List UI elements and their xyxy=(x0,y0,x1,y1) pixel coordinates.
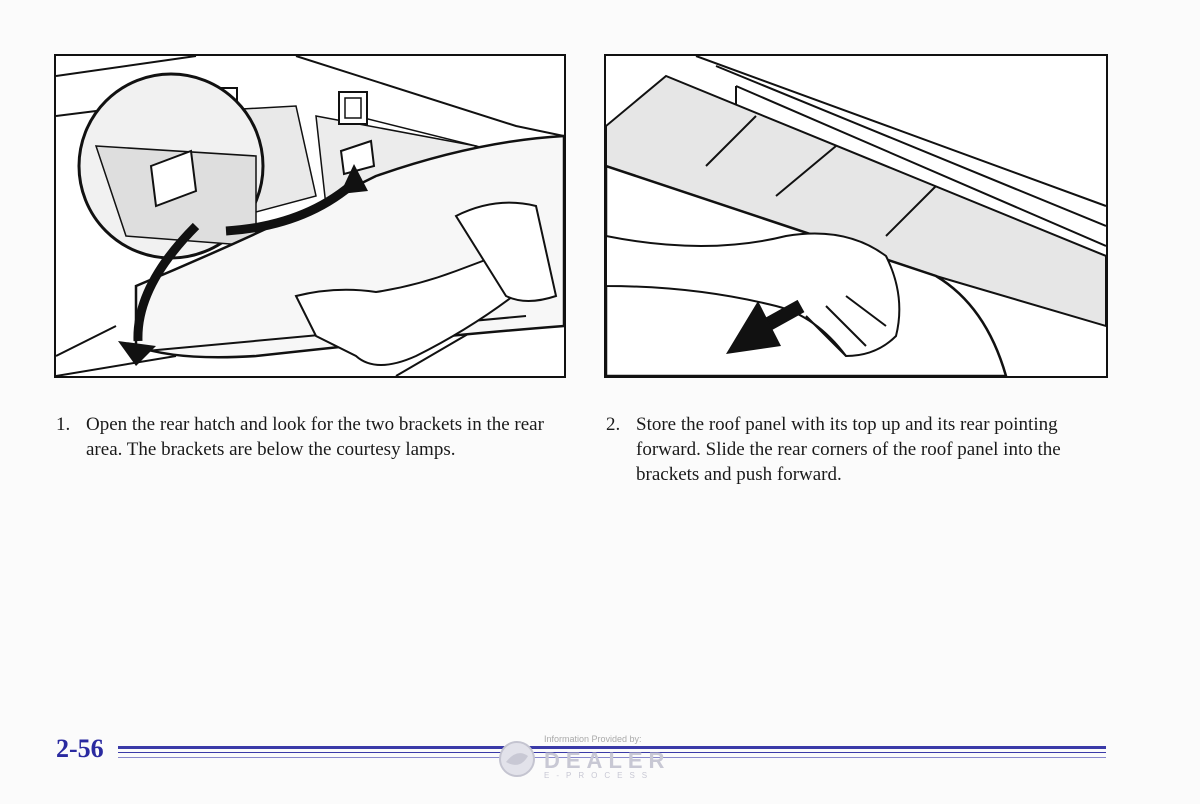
step-number: 1. xyxy=(56,414,71,435)
step-2 xyxy=(606,412,1096,487)
roof-panel-drawing xyxy=(606,56,1106,376)
watermark-sub: E-PROCESS xyxy=(544,771,655,780)
watermark xyxy=(498,734,698,784)
step-text: Store the roof panel with its top up and its rear pointing forward. Slide the rear corners of the roof panel into the brackets and push forward. xyxy=(636,414,1061,485)
step-number: 2. xyxy=(606,414,621,435)
watermark-caption: Information Provided by: xyxy=(544,734,642,744)
step-1 xyxy=(56,412,556,462)
page-number: 2-56 xyxy=(56,734,104,763)
step-text: Open the rear hatch and look for the two brackets in the rear area. The brackets are below the courtesy lamps. xyxy=(86,414,544,460)
watermark-logo-icon xyxy=(498,740,536,778)
illustration-rear-brackets xyxy=(54,54,566,378)
watermark-brand: DEALER xyxy=(544,748,671,773)
rear-hatch-drawing xyxy=(56,56,564,376)
illustration-store-roof-panel xyxy=(604,54,1108,378)
